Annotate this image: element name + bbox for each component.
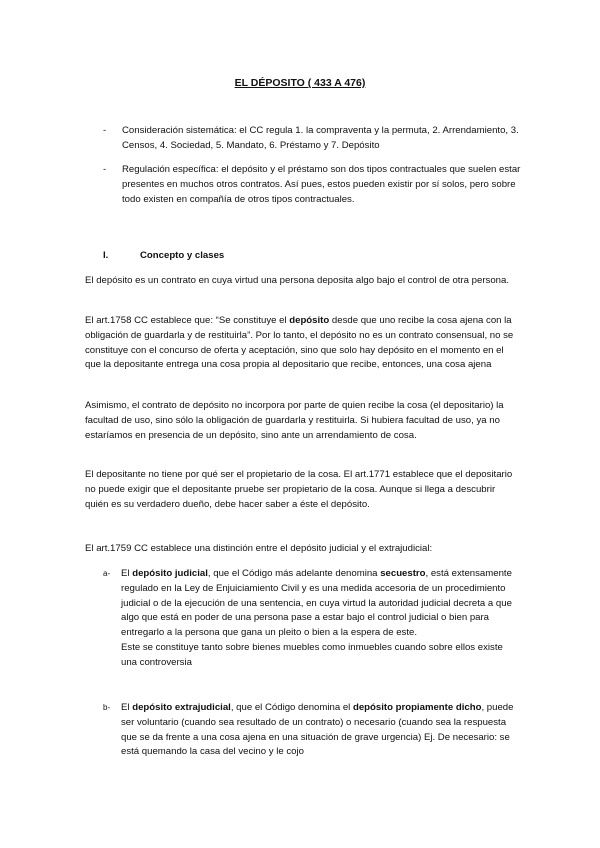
text-run: El xyxy=(121,568,133,579)
paragraph-text: Asimismo, el contrato de depósito no incorpora por parte de quien recibe la cosa (el depositario) la facultad de uso, sino sólo la obligación de guardarla y restituirla. Si hubiera facultad de uso, ya no estaríamos en presencia de un depósito, sino ante un arrendamiento de cosa. xyxy=(85,400,504,441)
list-marker: b- xyxy=(103,703,111,712)
dash-marker: - xyxy=(103,164,107,175)
document-title: EL DÉPOSITO ( 433 A 476) xyxy=(234,77,366,89)
paragraph xyxy=(85,468,515,512)
bold-term: depósito propiamente dicho xyxy=(352,702,482,713)
paragraph xyxy=(85,274,515,289)
list-item-text xyxy=(121,701,519,760)
paragraph-text xyxy=(85,314,515,373)
paragraph xyxy=(85,314,515,373)
text-run: El art.1758 CC establece que: “Se constituye el xyxy=(85,315,290,326)
text-run: desde que uno recibe la cosa ajena con la obligación de guardarla y de restituirla”. Por lo tanto, el depósito no es un contrato consensual, no se constituye con el concurso de oferta y aceptación, sino que solo hay depósito en el momento en el que la depositante entrega una cosa propia al depositario que recibe, entonces, una cosa ajena xyxy=(85,315,514,371)
text-run: , puede ser voluntario (cuando sea resultado de un contrato) o necesario (cuando sea la respuesta que se da frente a una cosa ajena en una situación de grave urgencia) Ej. De necesario: se está quemando la casa del vecino y le cojo xyxy=(121,702,514,758)
bold-term: secuestro xyxy=(380,568,426,579)
bold-term: depósito extrajudicial xyxy=(132,702,231,713)
intro-item-text: Consideración sistemática: el CC regula 1. la compraventa y la permuta, 2. Arrendamiento, 3. Censos, 4. Sociedad, 5. Mandato, 6. Préstamo y 7. Depósito xyxy=(122,125,519,151)
list-item-text xyxy=(121,567,519,671)
text-run: , está extensamente regulado en la Ley de Enjuiciamiento Civil y es una medida accesoria de un procedimiento judicial o de la ejecución de una sentencia, en cuya virtud la autoridad judicial decreta a que algo que está en poder de una persona pase a estar bajo el control judicial o bien para entregarlo a la persona que gana un pleito o bien a la espera de este. xyxy=(121,568,512,639)
text-run: Este se constituye tanto sobre bienes muebles como inmuebles cuando sobre ellos existe una controversia xyxy=(121,641,503,668)
paragraph-text: El depositante no tiene por qué ser el propietario de la cosa. El art.1771 establece que el depositario no puede exigir que el depositante pruebe ser propietario de la cosa. Aunque si llega a descubrir quién es su verdadero dueño, debe hacer saber a éste el depósito. xyxy=(85,469,513,510)
bold-term: depósito xyxy=(289,315,330,326)
paragraph xyxy=(85,399,515,443)
text-run: , que el Código denomina el xyxy=(230,702,353,713)
intro-item-text: Regulación específica: el depósito y el préstamo son dos tipos contractuales que suelen estar presentes en muchos otros contratos. Así pues, estos pueden existir por sí solos, pero sobre todo existen en compañía de otros tipos contractuales. xyxy=(122,164,521,205)
list-marker: a- xyxy=(103,569,111,578)
paragraph-text: El depósito es un contrato en cuya virtud una persona deposita algo bajo el control de otra persona. xyxy=(85,275,510,286)
paragraph xyxy=(85,542,515,557)
section-title: Concepto y clases xyxy=(140,250,225,261)
text-run: , que el Código más adelante denomina xyxy=(207,568,381,579)
text-run: El xyxy=(121,702,133,713)
dash-marker: - xyxy=(103,125,107,136)
bold-term: depósito judicial xyxy=(132,568,208,579)
section-number: I. xyxy=(103,250,109,261)
paragraph-text: El art.1759 CC establece una distinción entre el depósito judicial y el extrajudicial: xyxy=(85,543,433,554)
